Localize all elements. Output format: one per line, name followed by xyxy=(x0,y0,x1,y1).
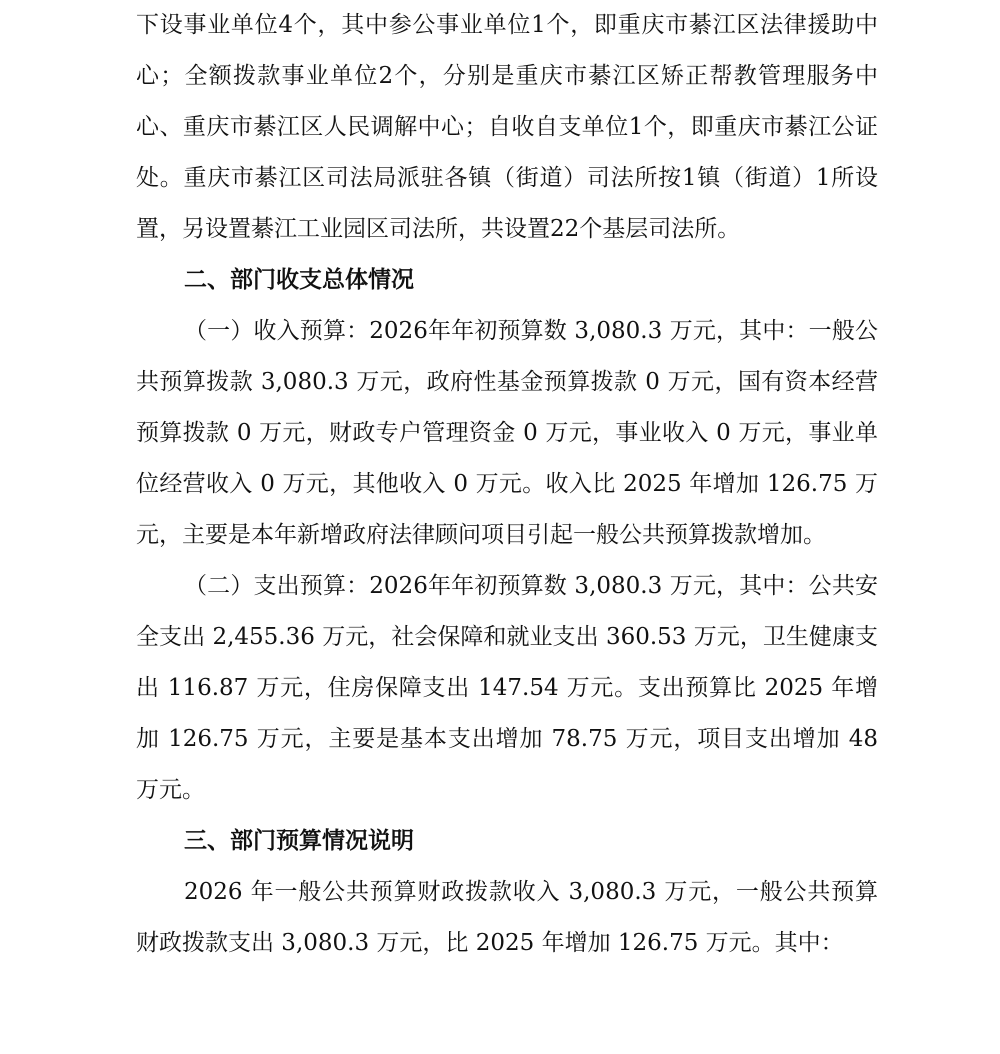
paragraph-expenditure-budget: （二）支出预算：2026年年初预算数 3,080.3 万元，其中：公共安全支出 2,455.36 万元，社会保障和就业支出 360.53 万元，卫生健康支出 116.87 万元，住房保障支出 147.54 万元。支出预算比 2025 年增加 126.75 万元，主要是基本支出增加 78.75 万元，项目支出增加 48 万元。 xyxy=(136,573,878,803)
paragraph-general-public-budget: 2026 年一般公共预算财政拨款收入 3,080.3 万元，一般公共预算财政拨款支出 3,080.3 万元，比 2025 年增加 126.75 万元。其中： xyxy=(136,879,878,956)
paragraph-unit-overview: 下设事业单位4个，其中参公事业单位1个，即重庆市綦江区法律援助中心；全额拨款事业单位2个，分别是重庆市綦江区矫正帮教管理服务中心、重庆市綦江区人民调解中心；自收自支单位1个，即重庆市綦江公证处。重庆市綦江区司法局派驻各镇（街道）司法所按1镇（街道）1所设置，另设置綦江工业园区司法所，共设置22个基层司法所。 xyxy=(136,12,878,242)
document-body xyxy=(136,0,878,969)
section-heading-budget-explanation: 三、部门预算情况说明 xyxy=(184,828,414,854)
section-heading-budget-overview: 二、部门收支总体情况 xyxy=(184,267,414,293)
paragraph-income-budget: （一）收入预算：2026年年初预算数 3,080.3 万元，其中：一般公共预算拨款 3,080.3 万元，政府性基金预算拨款 0 万元，国有资本经营预算拨款 0 万元，财政专户管理资金 0 万元，事业收入 0 万元，事业单位经营收入 0 万元，其他收入 0 万元。收入比 2025 年增加 126.75 万元，主要是本年新增政府法律顾问项目引起一般公共预算拨款增加。 xyxy=(136,318,878,548)
